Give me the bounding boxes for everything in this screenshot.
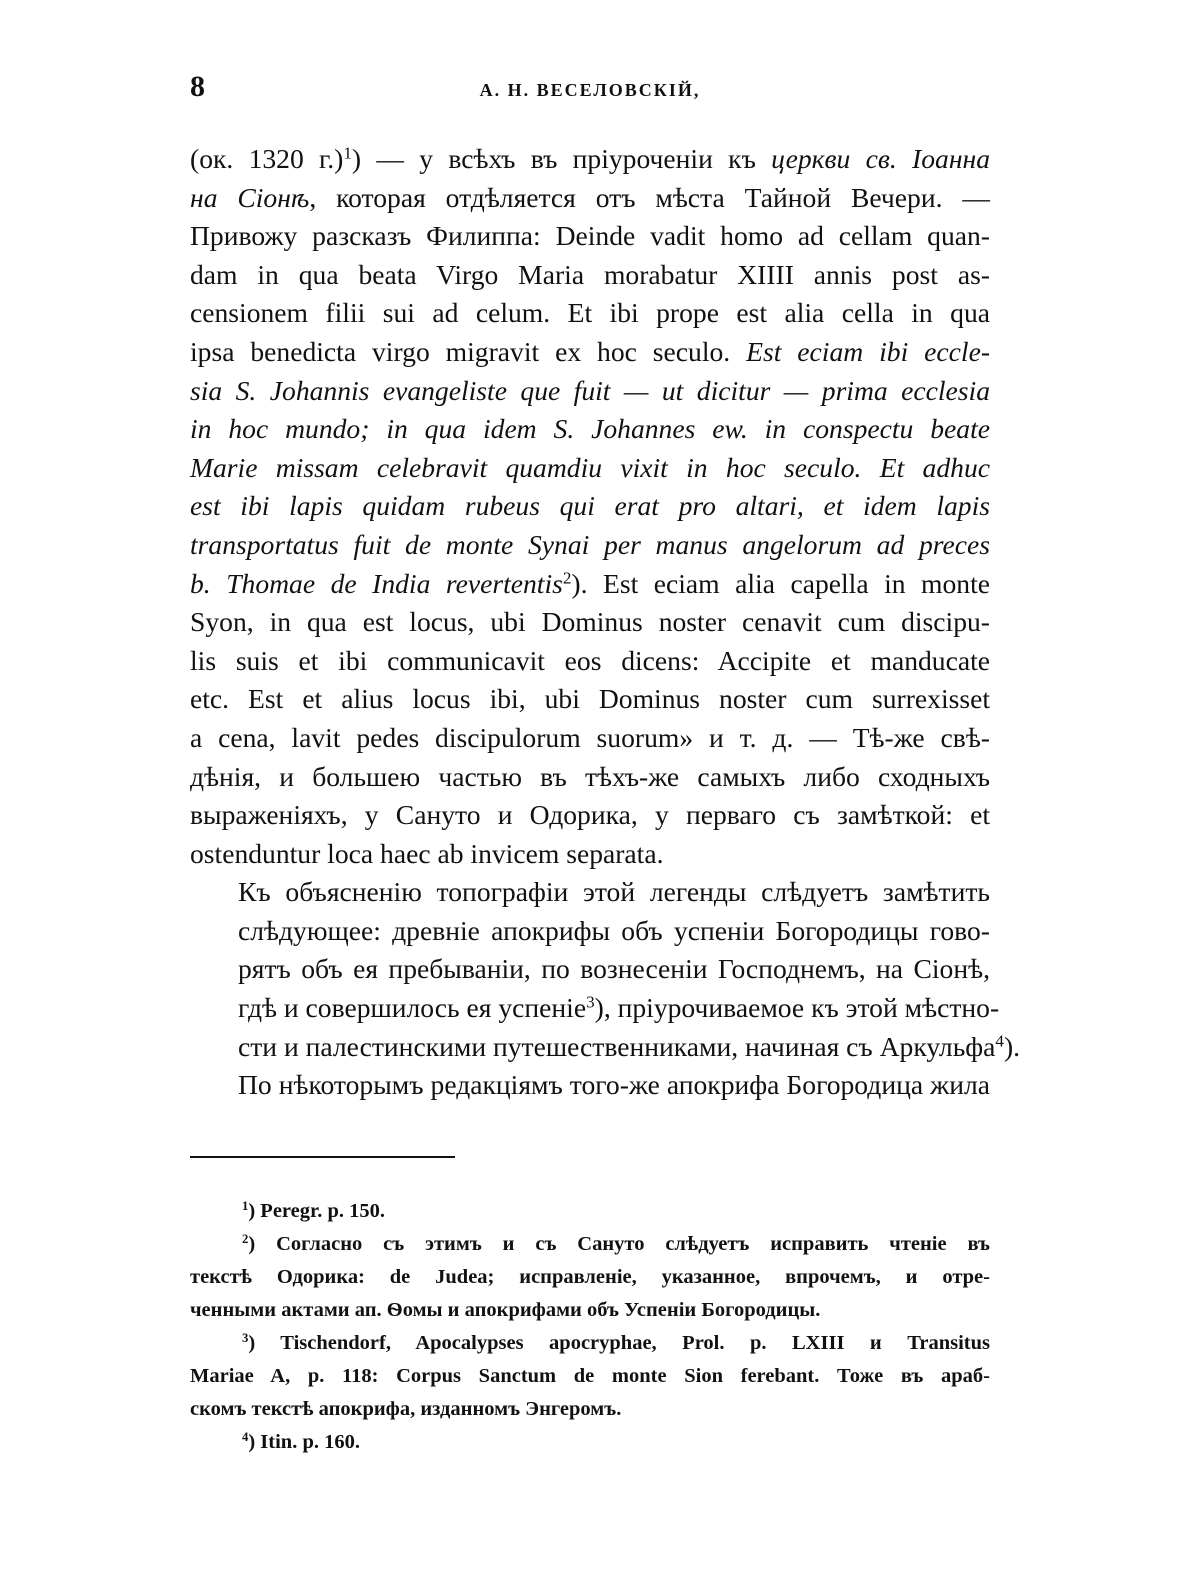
text-run: , которая отдѣляется отъ мѣста Тайной Вечери. — — [309, 181, 990, 213]
text-run: гдѣ и совершилось ея успеніе — [238, 992, 587, 1024]
text-line — [190, 1426, 990, 1459]
footnote-3 — [190, 1327, 990, 1426]
text-run: ipsa benedicta virgo migravit ex hoc seculo. — [190, 335, 747, 367]
text-run: ) Tischendorf, Apocalypses apocryphae, Prol. p. LXIII и Transitus — [248, 1332, 990, 1354]
text-run: Къ объясненію топографіи этой легенды слѣдуетъ замѣтить — [238, 876, 990, 908]
italic-text: b. Thomae de India revertentis — [190, 567, 563, 599]
text-line — [190, 912, 990, 951]
footnote-marker: 3 — [242, 1331, 249, 1346]
text-line — [190, 449, 990, 488]
text-line — [190, 680, 990, 719]
text-run: сти и палестинскими путешественниками, начиная съ Аркульфа — [238, 1030, 996, 1062]
text-line — [190, 1393, 990, 1426]
text-line — [190, 1066, 990, 1105]
main-text — [190, 140, 1021, 1105]
footnote-marker: 1 — [343, 143, 352, 163]
text-run: выраженіяхъ, у Сануто и Одорика, у перваго съ замѣткой: et — [190, 799, 990, 831]
footnote-2 — [190, 1228, 990, 1327]
italic-text: in hoc mundo; in qua idem S. Johannes ew. in conspectu beate — [190, 413, 990, 445]
italic-text: transportatus fuit de monte Synai per manus angelorum ad preces — [190, 528, 990, 560]
footnote-marker: 2 — [562, 568, 572, 588]
text-line — [190, 1195, 990, 1228]
italic-text: церкви св. Іоанна — [771, 143, 990, 174]
text-line — [190, 294, 990, 333]
text-line — [190, 1261, 990, 1294]
italic-text: Marie missam celebravit quamdiu vixit in hoc seculo. Et adhuc — [190, 451, 990, 483]
text-run: ) Peregr. p. 150. — [248, 1200, 386, 1222]
italic-text: est ibi lapis quidam rubeus qui erat pro altari, et idem lapis — [190, 490, 990, 522]
text-line — [190, 333, 990, 372]
text-run: ) Itin. p. 160. — [248, 1431, 360, 1453]
text-run: По нѣкоторымъ редакціямъ того-же апокрифа Богородица жила — [238, 1069, 990, 1101]
text-run: lis suis et ibi communicavit eos dicens: Accipite et manducate — [190, 644, 990, 676]
text-run: Syon, in qua est locus, ubi Dominus noster cenavit cum discipu- — [190, 606, 990, 638]
text-run: ченными актами ап. Ѳомы и апокрифами объ Успеніи Богородицы. — [190, 1299, 821, 1321]
text-line — [190, 950, 990, 989]
text-line — [190, 835, 990, 874]
italic-text: на Сіонѣ — [190, 181, 310, 213]
text-line — [190, 1327, 990, 1360]
text-line — [190, 642, 990, 681]
text-run: ). — [1003, 1030, 1021, 1062]
footnotes — [190, 1195, 990, 1459]
text-line — [190, 372, 990, 411]
running-head: А. Н. ВЕСЕЛОВСКІЙ, — [479, 80, 701, 100]
footnote-marker: 3 — [586, 992, 595, 1012]
footnote-divider — [190, 1156, 455, 1158]
text-run: текстѣ Одорика: de Judea; исправленіе, указанное, впрочемъ, и отре- — [190, 1266, 990, 1288]
text-run: слѣдующее: древніе апокрифы объ успеніи Богородицы гово- — [238, 914, 990, 946]
text-line — [190, 1360, 990, 1393]
text-run: ) Согласно съ этимъ и съ Сануто слѣдуетъ исправить чтеніе въ — [248, 1233, 990, 1255]
text-line — [190, 603, 990, 642]
footnote-marker: 2 — [242, 1232, 249, 1247]
text-line — [190, 526, 990, 565]
page-header — [190, 70, 990, 120]
footnote-1 — [190, 1195, 990, 1228]
text-line — [190, 410, 990, 449]
text-run: ) — у всѣхъ въ пріуроченіи къ — [351, 143, 772, 174]
page-number: 8 — [190, 70, 205, 103]
text-line — [190, 179, 990, 218]
text-line — [190, 1028, 1021, 1067]
footnote-4 — [190, 1426, 990, 1459]
text-run: ), пріурочиваемое къ этой мѣстно- — [594, 992, 1000, 1024]
text-line — [190, 873, 990, 912]
text-run: Привожу разсказъ Филиппа: Deinde vadit homo ad cellam quan- — [190, 220, 990, 252]
text-line — [190, 256, 990, 295]
text-line — [190, 1228, 990, 1261]
text-run: ). Est eciam alia capella in monte — [571, 567, 990, 599]
text-run: Mariae A, p. 118: Corpus Sanctum de monte Sion ferebant. Тоже въ араб- — [190, 1365, 990, 1387]
text-run: etc. Est et alius locus ibi, ubi Dominus noster cum surrexisset — [190, 683, 990, 715]
text-run: скомъ текстѣ апокрифа, изданномъ Энгеромъ. — [190, 1398, 622, 1420]
text-run: дѣнія, и большею частью въ тѣхъ-же самыхъ либо сходныхъ — [190, 760, 990, 792]
text-line — [190, 758, 990, 797]
text-line — [190, 217, 990, 256]
footnote-marker: 1 — [242, 1199, 249, 1214]
text-run: censionem filii sui ad celum. Et ibi prope est alia cella in qua — [190, 297, 990, 329]
text-line — [190, 719, 990, 758]
text-run: ostenduntur loca haec ab invicem separata. — [190, 837, 664, 869]
text-run: dam in qua beata Virgo Maria morabatur XIIII annis post as- — [190, 258, 990, 290]
paragraph-1 — [190, 140, 990, 873]
text-line — [190, 1294, 990, 1327]
footnote-marker: 4 — [995, 1031, 1004, 1051]
text-run: a cena, lavit pedes discipulorum suorum» и т. д. — Тѣ-же свѣ- — [190, 721, 990, 753]
text-line — [190, 140, 990, 179]
text-line — [190, 989, 1000, 1028]
paragraph-2 — [190, 873, 1021, 1105]
text-run: (ок. 1320 г.) — [190, 143, 344, 174]
text-line — [190, 487, 990, 526]
footnote-marker: 4 — [242, 1430, 249, 1445]
italic-text: Est eciam ibi eccle- — [746, 335, 991, 367]
text-line — [190, 796, 990, 835]
text-line — [190, 565, 990, 604]
italic-text: sia S. Johannis evangeliste que fuit — ut dicitur — prima ecclesia — [190, 374, 990, 406]
text-run: рятъ объ ея пребываніи, по вознесеніи Господнемъ, на Сіонѣ, — [238, 953, 990, 985]
